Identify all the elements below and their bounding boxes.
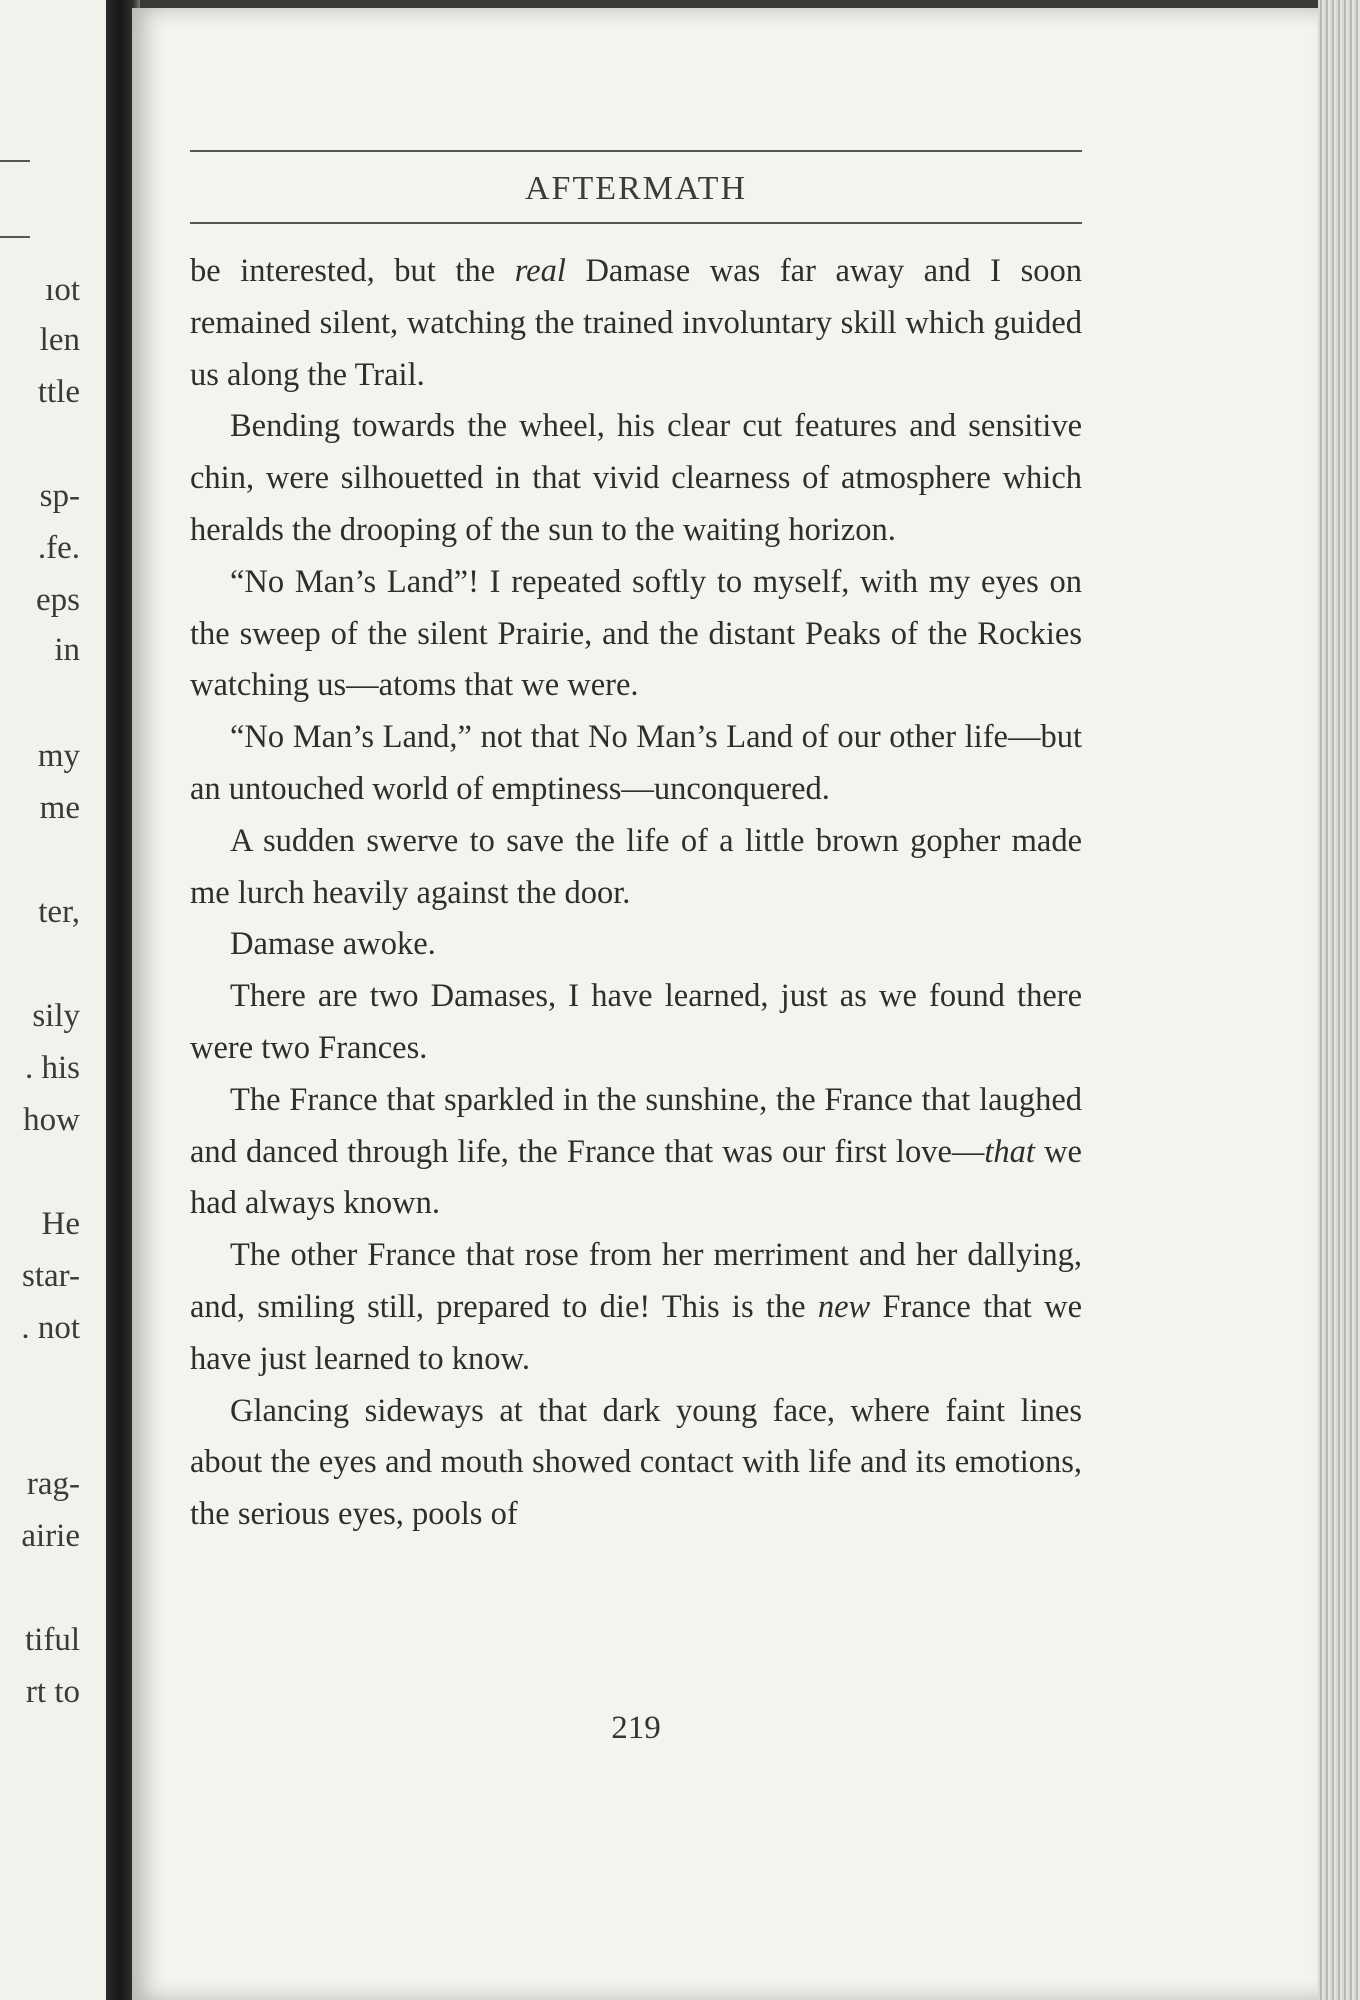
left-page-fragment: ıot	[45, 272, 80, 308]
left-page-fragment: . not	[21, 1310, 80, 1346]
text-run: be interested, but the	[190, 253, 515, 289]
left-page-fragment: how	[23, 1102, 80, 1138]
header-rule-bottom	[190, 222, 1082, 224]
left-page-fragment: eps	[36, 582, 80, 618]
text-run: “No Man’s Land”! I repeated softly to myself, with my eyes on the sweep of the silent Prairie, and the distant Peaks of the Rockies watching us—atoms that we were.	[190, 563, 1082, 704]
left-page-fragment: He	[41, 1206, 80, 1242]
left-page-fragment: in	[54, 632, 80, 668]
text-run: Damase was far away and I soon remained silent, watching the trained involuntary skill which guided us along the Trail.	[190, 253, 1082, 393]
text-run: “No Man’s Land,” not that No Man’s Land of our other life—but an untouched world of emptiness—unconquered.	[190, 719, 1082, 807]
running-head: AFTERMATH	[524, 170, 748, 207]
paragraph	[190, 971, 1082, 1075]
text-run: Damase awoke.	[230, 926, 436, 963]
text-run: A sudden swerve to save the life of a little brown gopher made me lurch heavily against the door.	[190, 822, 1082, 911]
italic-run: new	[817, 1288, 871, 1325]
left-page-fragment: sp-	[39, 478, 80, 514]
left-page-fragment: me	[39, 790, 80, 826]
paragraph	[190, 1230, 1082, 1385]
page-number: 219	[611, 1710, 661, 1746]
left-page-rule-top	[0, 160, 30, 162]
text-run: Bending towards the wheel, his clear cut features and sensitive chin, were silhouetted in that vivid clearness of atmosphere which heralds the drooping of the sun to the waiting horizon.	[190, 408, 1082, 548]
left-page-fragment: ter,	[38, 894, 80, 930]
page-edge	[1318, 0, 1360, 2000]
header-rule-top	[190, 150, 1082, 152]
text-run: There are two Damases, I have learned, just as we found there were two Frances.	[190, 978, 1082, 1066]
left-page-fragment: sily	[32, 998, 80, 1034]
body-text	[190, 246, 1082, 1541]
text-run: The other France that rose from her merriment and her dallying, and, smiling still, prepared to die! This is the	[190, 1237, 1082, 1325]
left-page-rule-bottom	[0, 236, 30, 238]
left-page-fragment: rag-	[26, 1466, 80, 1502]
paragraph	[190, 557, 1082, 712]
paragraph	[190, 1386, 1082, 1541]
text-run: we had always known.	[190, 1133, 1082, 1222]
text-run: Glancing sideways at that dark young face, where faint lines about the eyes and mouth showed contact with life and its emotions, the serious eyes, pools of	[190, 1392, 1082, 1533]
text-block	[190, 150, 1082, 1541]
left-page-fragment: my	[37, 738, 80, 774]
left-page-fragment: len	[39, 322, 80, 358]
italic-run: real	[514, 253, 566, 289]
left-page-fragment: . his	[24, 1050, 80, 1086]
left-page-fragment: tiful	[25, 1622, 80, 1658]
paragraph	[190, 919, 1082, 971]
paragraph	[190, 1075, 1082, 1230]
italic-run: that	[984, 1133, 1035, 1170]
left-page-fragment: ttle	[37, 374, 80, 410]
left-page-fragment: star-	[22, 1258, 80, 1294]
text-run: France that we have just learned to know.	[190, 1288, 1082, 1377]
text-run: The France that sparkled in the sunshine, the France that laughed and danced through life, the France that was our first love—	[190, 1081, 1082, 1170]
paragraph	[190, 712, 1082, 816]
paragraph	[190, 246, 1082, 401]
left-facing-page	[0, 0, 118, 2000]
left-page-fragment: rt to	[25, 1674, 80, 1710]
left-page-fragment: airie	[21, 1518, 80, 1554]
paragraph	[190, 401, 1082, 556]
left-page-fragment: .fe.	[37, 530, 80, 566]
paragraph	[190, 816, 1082, 920]
